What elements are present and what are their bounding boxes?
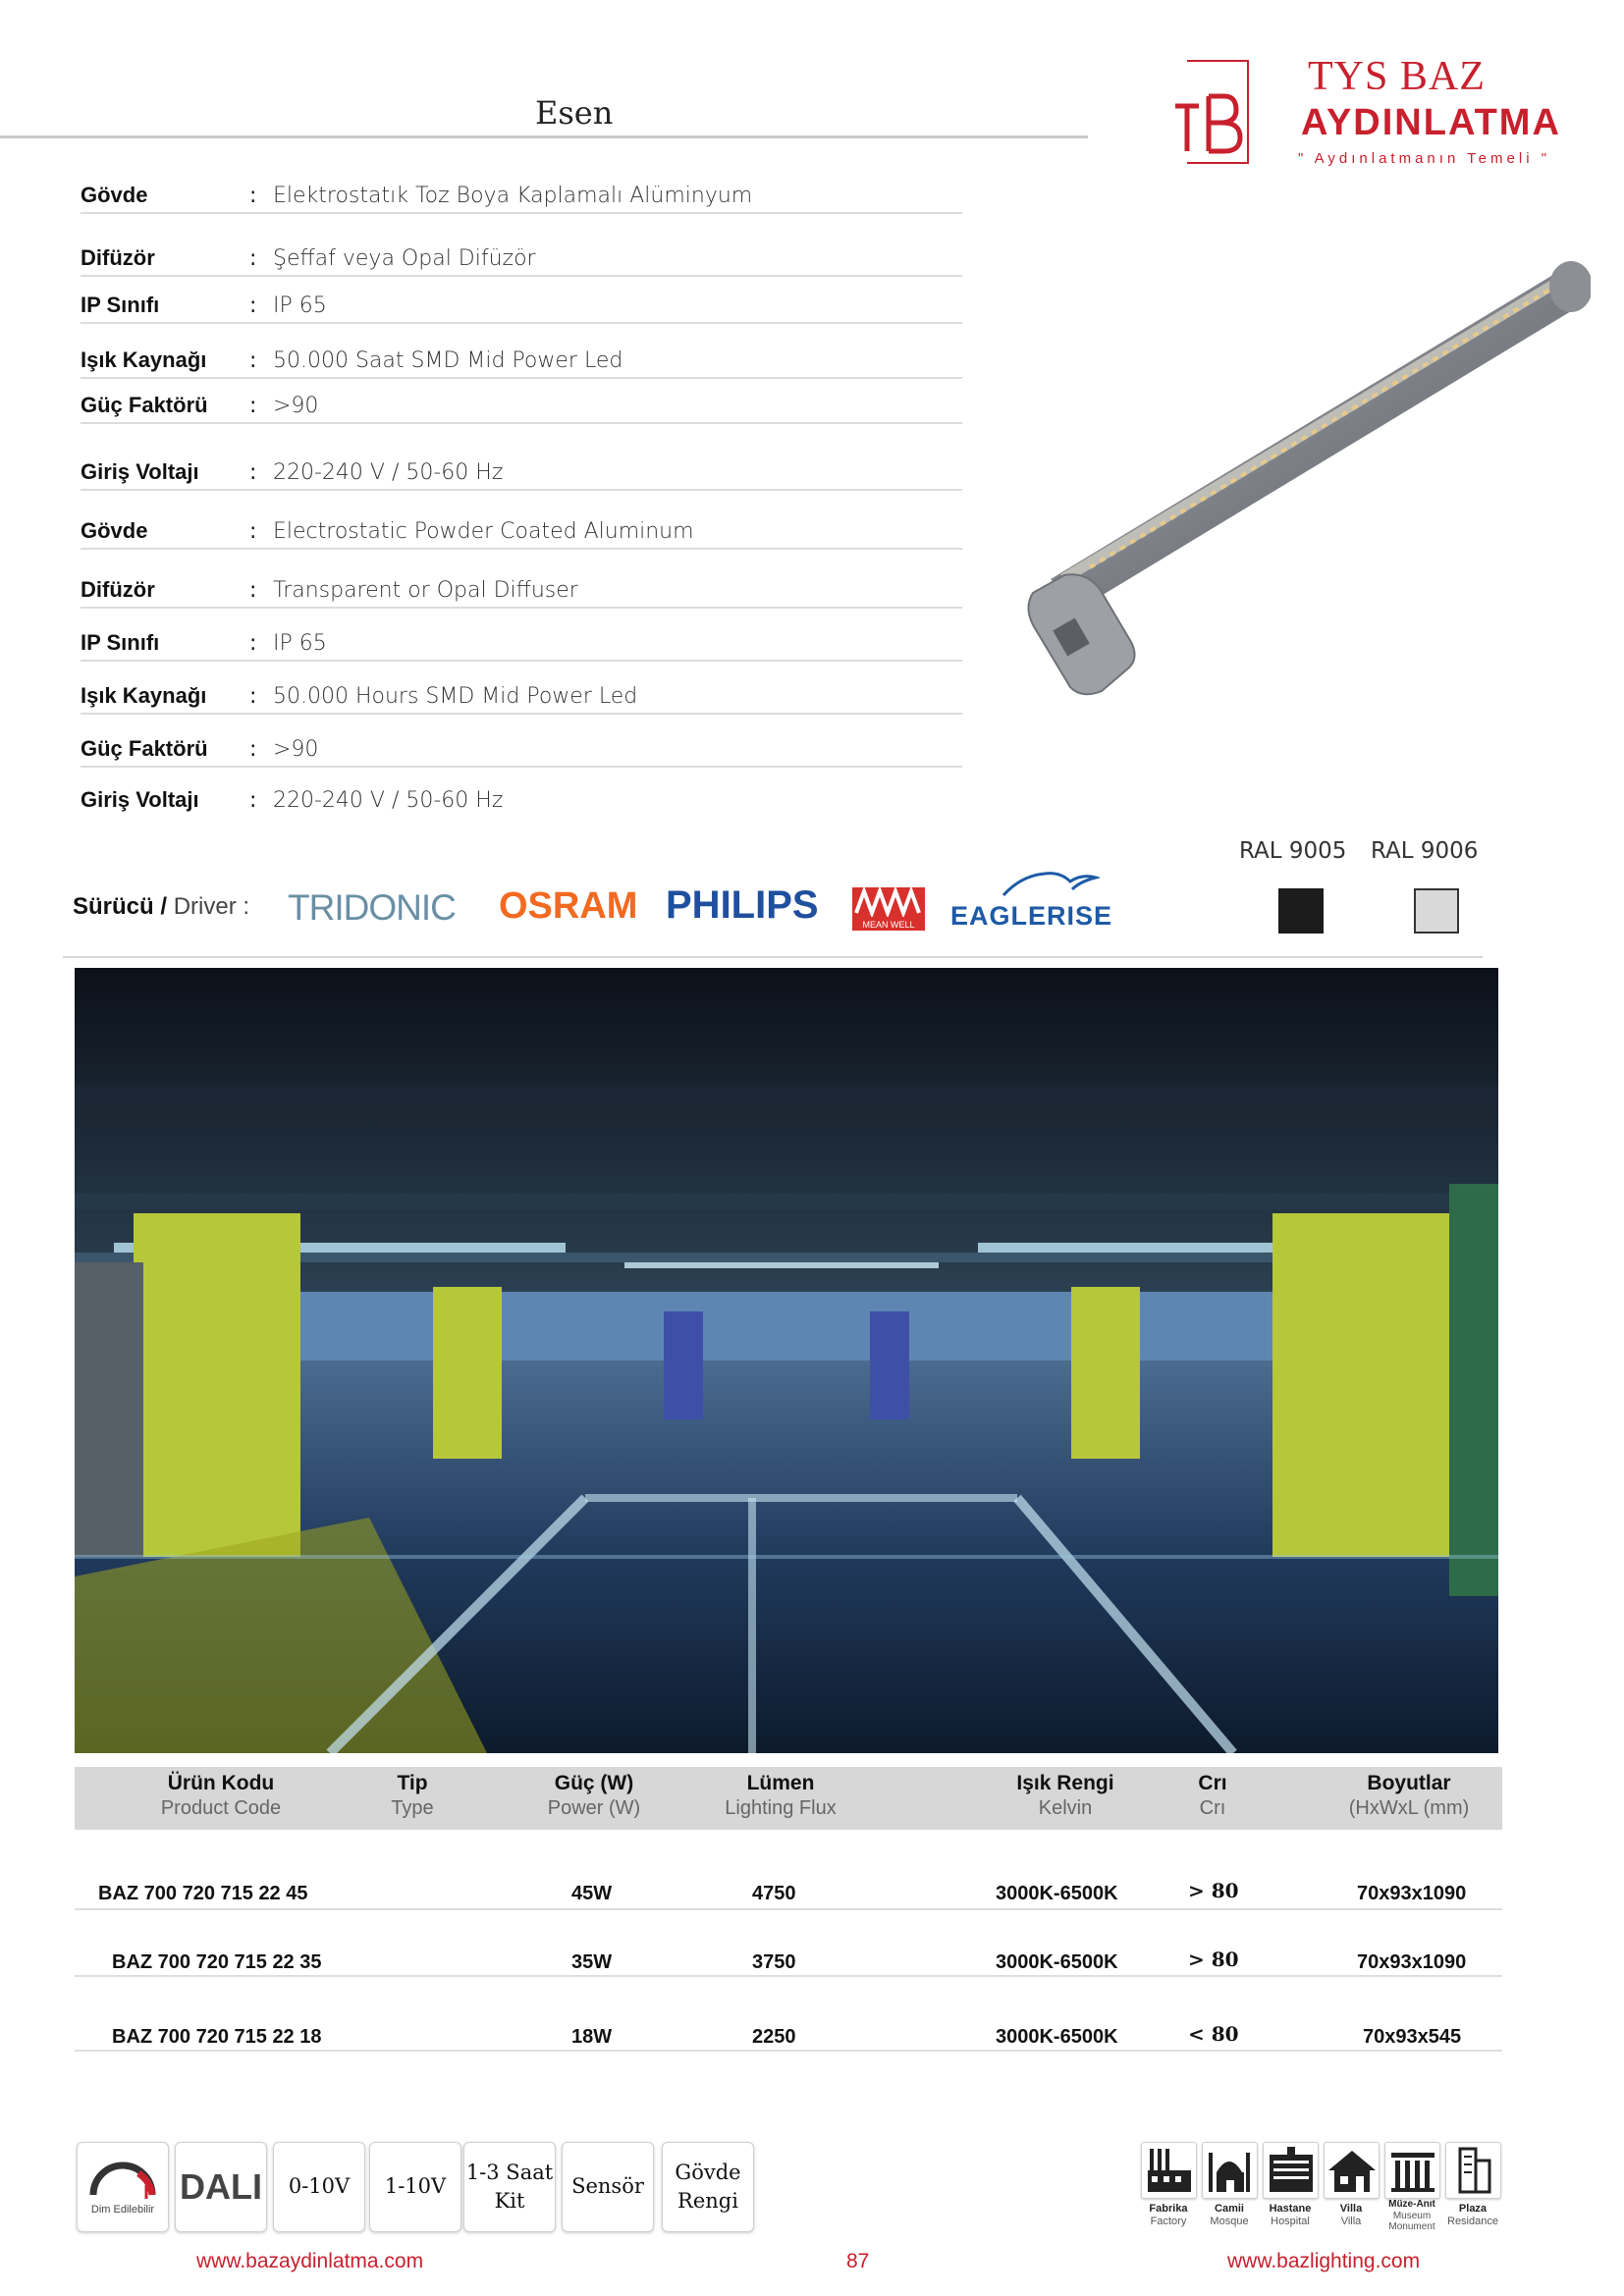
spec-row-voltage-tr — [81, 446, 962, 491]
spec-value: IP 65 — [273, 294, 327, 318]
govde-line2: Rengi — [677, 2189, 738, 2213]
spec-value: Elektrostatık Toz Boya Kaplamalı Alüminyum — [273, 184, 753, 208]
spec-label: Difüzör — [81, 577, 155, 602]
spec-label: IP Sınıfı — [81, 630, 160, 655]
kit-line2: Kit — [494, 2189, 525, 2213]
spec-value: 220-240 V / 50-60 Hz — [273, 460, 504, 485]
header-tr: Boyutlar — [1367, 1772, 1451, 1794]
caption-tr: Müze-Anıt — [1388, 2199, 1435, 2210]
spec-row-voltage-en — [81, 774, 962, 817]
page-number: 87 — [846, 2250, 870, 2272]
spec-value: >90 — [273, 737, 319, 762]
eagle-icon — [1001, 868, 1100, 897]
factory-icon — [1141, 2142, 1197, 2199]
building-caption-museum — [1378, 2199, 1446, 2233]
body-color-feature — [662, 2142, 754, 2232]
caption-en: Villa — [1340, 2215, 1362, 2227]
header-tr: Işık Rengi — [1016, 1772, 1114, 1794]
spec-label: Işık Kaynağı — [81, 683, 207, 708]
spec-value: Şeffaf veya Opal Difüzör — [273, 246, 536, 271]
spec-colon: : — [249, 631, 257, 656]
cri-value: 80 — [1211, 1948, 1239, 1971]
meanwell-logo-icon — [852, 887, 925, 931]
row2-code: BAZ 700 720 715 22 35 — [112, 1951, 322, 1973]
driver-brand-osram: OSRAM — [499, 885, 638, 927]
0-10v-feature: 0-10V — [273, 2142, 365, 2232]
spec-label: IP Sınıfı — [81, 293, 160, 317]
spec-row-power-factor-en — [81, 722, 962, 768]
row2-lumen: 3750 — [752, 1951, 796, 1973]
mosque-icon — [1202, 2142, 1258, 2199]
caption-en: Museum Monument — [1388, 2210, 1435, 2232]
header-en: Lighting Flux — [725, 1797, 837, 1819]
col-header-dimensions — [1335, 1772, 1483, 1820]
dim-label: Dim Edilebilir — [90, 2204, 155, 2216]
header-tr: Ürün Kodu — [167, 1772, 275, 1794]
spec-label: Gövde — [81, 183, 148, 207]
header-tr: Crı — [1198, 1772, 1227, 1794]
header-en: Power (W) — [547, 1797, 641, 1819]
spec-row-light-source-tr — [81, 334, 962, 379]
footer-url-tr[interactable]: www.bazaydinlatma.com — [196, 2250, 424, 2272]
row1-code: BAZ 700 720 715 22 45 — [98, 1883, 308, 1904]
ral-9006-swatch — [1414, 888, 1459, 934]
spec-colon: : — [249, 460, 257, 485]
led-tube-product-image — [1021, 255, 1591, 697]
building-caption-hospital — [1256, 2203, 1325, 2227]
row3-code: BAZ 700 720 715 22 18 — [112, 2026, 322, 2048]
header-en: Crı — [1199, 1797, 1226, 1819]
spec-value: 50.000 Saat SMD Mid Power Led — [273, 348, 623, 373]
caption-en: Mosque — [1210, 2215, 1249, 2227]
driver-label-en: Driver — [173, 893, 237, 920]
ral-label-9006: RAL 9006 — [1371, 838, 1479, 864]
row1-kelvin: 3000K-6500K — [996, 1883, 1118, 1904]
driver-label-tr: Sürücü / — [73, 893, 168, 920]
driver-brand-philips: PHILIPS — [666, 883, 819, 927]
spec-value: 220-240 V / 50-60 Hz — [273, 788, 504, 813]
ral-label-9005: RAL 9005 — [1239, 838, 1347, 864]
cri-sign: > — [1188, 1948, 1205, 1971]
brand-name-line2: AYDINLATMA — [1301, 102, 1561, 143]
spec-value: IP 65 — [273, 631, 327, 656]
caption-en: Residance — [1447, 2215, 1498, 2227]
dim-arc-icon — [87, 2156, 158, 2199]
row2-kelvin: 3000K-6500K — [996, 1951, 1118, 1973]
1-10v-feature: 1-10V — [369, 2142, 461, 2232]
sensor-feature: Sensör — [562, 2142, 654, 2232]
col-header-power — [530, 1772, 658, 1820]
spec-label: Güç Faktörü — [81, 736, 208, 761]
col-header-type — [363, 1772, 461, 1820]
spec-colon: : — [249, 519, 257, 544]
row3-cri — [1188, 2022, 1239, 2046]
spec-label: Giriş Voltajı — [81, 787, 199, 812]
row-divider — [75, 2050, 1502, 2052]
spec-row-diffuser-tr — [81, 232, 962, 277]
spec-label: Işık Kaynağı — [81, 347, 207, 372]
parking-garage-photo — [75, 968, 1498, 1753]
driver-divider — [63, 956, 1483, 958]
caption-tr: Hastane — [1269, 2203, 1312, 2215]
building-caption-factory — [1134, 2203, 1203, 2227]
header-en: Kelvin — [1038, 1797, 1093, 1819]
row-divider — [75, 1908, 1502, 1910]
driver-brand-meanwell: MEAN WELL — [862, 920, 915, 930]
row3-lumen: 2250 — [752, 2026, 796, 2048]
header-en: (HxWxL (mm) — [1348, 1797, 1470, 1819]
caption-tr: Villa — [1339, 2203, 1363, 2215]
spec-colon: : — [249, 788, 257, 813]
cri-sign: < — [1188, 2022, 1205, 2046]
driver-brand-eaglerise: EAGLERISE — [950, 901, 1113, 931]
col-header-lumen — [697, 1772, 864, 1820]
spec-row-light-source-en — [81, 669, 962, 715]
hospital-icon — [1263, 2142, 1319, 2199]
row1-power: 45W — [571, 1883, 613, 1904]
brand-name-line1: TYS BAZ — [1308, 54, 1486, 99]
row3-size: 70x93x545 — [1363, 2026, 1462, 2048]
caption-en: Factory — [1150, 2215, 1187, 2227]
kit-line1: 1-3 Saat — [465, 2160, 554, 2184]
caption-tr: Fabrika — [1149, 2203, 1188, 2215]
header-tr: Güç (W) — [554, 1772, 634, 1794]
building-caption-plaza — [1438, 2203, 1507, 2227]
footer-url-en[interactable]: www.bazlighting.com — [1227, 2250, 1421, 2272]
spec-row-ip-en — [81, 616, 962, 662]
spec-colon: : — [249, 684, 257, 709]
row3-power: 18W — [571, 2026, 613, 2048]
row2-power: 35W — [571, 1951, 613, 1973]
spec-row-body-en — [81, 505, 962, 550]
emergency-kit-feature — [463, 2142, 556, 2232]
spec-colon: : — [249, 578, 257, 603]
spec-row-ip-tr — [81, 279, 962, 324]
row1-size: 70x93x1090 — [1357, 1883, 1467, 1904]
spec-row-body-tr — [81, 169, 962, 214]
building-caption-mosque — [1195, 2203, 1264, 2227]
caption-tr: Camii — [1215, 2203, 1244, 2215]
spec-colon: : — [249, 737, 257, 762]
spec-colon: : — [249, 348, 257, 373]
spec-value: Transparent or Opal Diffuser — [273, 578, 578, 603]
page-title: Esen — [535, 94, 614, 132]
museum-icon — [1384, 2142, 1440, 2199]
row1-cri — [1188, 1879, 1239, 1902]
spec-value: 50.000 Hours SMD Mid Power Led — [273, 684, 638, 709]
spec-colon: : — [249, 246, 257, 271]
col-header-cri — [1173, 1772, 1252, 1820]
header-en: Type — [391, 1797, 434, 1819]
row3-kelvin: 3000K-6500K — [996, 2026, 1118, 2048]
cri-sign: > — [1188, 1879, 1205, 1902]
col-header-kelvin — [992, 1772, 1139, 1820]
header-en: Product Code — [160, 1797, 282, 1819]
dimmable-feature — [77, 2142, 169, 2232]
cri-value: 80 — [1211, 1879, 1239, 1902]
dali-feature: DALI — [175, 2142, 267, 2232]
spec-row-power-factor-tr — [81, 379, 962, 424]
govde-line1: Gövde — [675, 2160, 741, 2184]
spec-label: Güç Faktörü — [81, 393, 208, 417]
spec-label: Difüzör — [81, 245, 155, 270]
spec-label: Giriş Voltajı — [81, 459, 199, 484]
row2-size: 70x93x1090 — [1357, 1951, 1467, 1973]
driver-colon: : — [243, 893, 250, 920]
spec-row-diffuser-en — [81, 563, 962, 609]
title-divider — [0, 135, 1088, 138]
driver-label — [73, 893, 249, 921]
spec-colon: : — [249, 394, 257, 418]
col-header-product-code — [147, 1772, 295, 1820]
plaza-icon — [1445, 2142, 1501, 2199]
spec-value: Electrostatic Powder Coated Aluminum — [273, 519, 694, 544]
row2-cri — [1188, 1948, 1239, 1971]
ral-9005-swatch — [1278, 888, 1324, 934]
brand-tagline: " Aydınlatmanın Temeli " — [1298, 150, 1551, 167]
spec-value: >90 — [273, 394, 319, 418]
spec-colon: : — [249, 184, 257, 208]
caption-tr: Plaza — [1458, 2203, 1488, 2215]
spec-colon: : — [249, 294, 257, 318]
spec-label: Gövde — [81, 518, 148, 543]
cri-value: 80 — [1211, 2022, 1239, 2046]
driver-brand-tridonic: TRIDONIC — [288, 887, 456, 928]
brand-logo-icon — [1173, 57, 1252, 167]
header-tr: Tip — [397, 1772, 428, 1794]
row-divider — [75, 1975, 1502, 1977]
caption-en: Hospital — [1271, 2215, 1310, 2227]
villa-icon — [1324, 2142, 1380, 2199]
row1-lumen: 4750 — [752, 1883, 796, 1904]
building-caption-villa — [1317, 2203, 1385, 2227]
header-tr: Lümen — [746, 1772, 815, 1794]
